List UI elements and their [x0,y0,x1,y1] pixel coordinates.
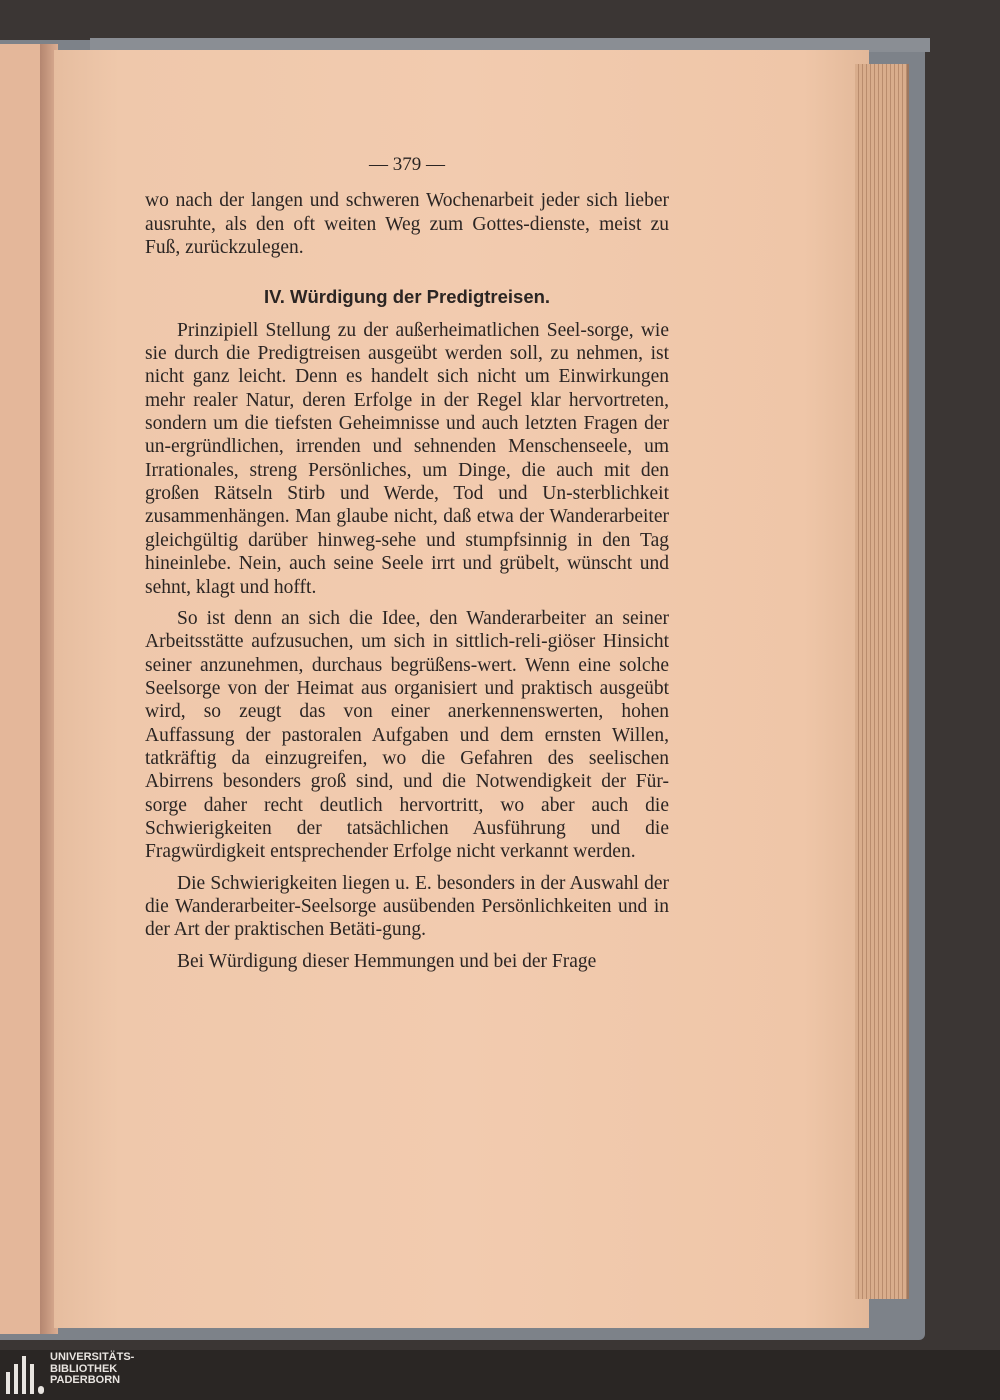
paragraph: So ist denn an sich die Idee, den Wanderarbeiter an seiner Arbeitsstätte aufzusuchen, um sich in sittlich-reli-giöser Hinsicht seiner anzunehmen, durchaus begrüßens-wert. Wenn eine solche Seelsorge von der Heimat aus organisiert und praktisch ausgeübt wird, so zeugt das von einer anerkennenswerten, hohen Auffassung der pastoralen Aufgaben und dem ernsten Willen, tatkräftig da einzugreifen, wo die Gefahren des seelischen Abirrens besonders groß sind, und die Notwendigkeit der Für-sorge daher recht deutlich hervortritt, wo aber auch die Schwierigkeiten der tatsächlichen Ausführung und die Fragwürdigkeit entsprechender Erfolge nicht verkannt werden. [145,607,669,863]
page-text [145,153,669,981]
library-name [50,1352,134,1387]
paragraph: Prinzipiell Stellung zu der außerheimatlichen Seel-sorge, wie sie durch die Predigtreisen ausgeübt werden soll, zu nehmen, ist nicht ganz leicht. Denn es handelt sich nicht um Einwirkungen mehr realer Natur, deren Erfolge in der Regel klar hervortreten, sondern um die tiefsten Geheimnisse und auch letzten Fragen der un-ergründlichen, irrenden und sehnenden Menschenseele, um Irrationales, streng Persönliches, um Dinge, die auch mit den großen Rätseln Stirb und Werde, Tod und Un-sterblichkeit zusammenhängen. Man glaube nicht, daß etwa der Wanderarbeiter gleichgültig darüber hinweg-sehe und stumpfsinnig in den Tag hineinlebe. Nein, auch seine Seele irrt und grübelt, wünscht und sehnt, klagt und hofft. [145,319,669,598]
footer-bar [0,1350,1000,1400]
section-heading: IV. Würdigung der Predigtreisen. [263,286,551,308]
page-number: — 379 — [369,154,445,175]
library-name-line1: UNIVERSITÄTS- [50,1351,135,1363]
paragraph: Bei Würdigung dieser Hemmungen und bei der Frage [177,950,597,972]
paragraph: Die Schwierigkeiten liegen u. E. besonders in der Auswahl der die Wanderarbeiter-Seelsorge ausübenden Persönlichkeiten und in der Art der praktischen Betäti-gung. [145,872,669,941]
paragraph-continued: wo nach der langen und schweren Wochenarbeit jeder sich lieber ausruhte, als den oft weiten Weg zum Gottes-dienste, meist zu Fuß, zurückzulegen. [145,190,669,259]
page-stack-edges [855,64,909,1299]
library-logo-icon [2,1354,50,1396]
library-name-line3: PADERBORN [50,1374,121,1386]
library-name-line2: BIBLIOTHEK [50,1362,118,1375]
